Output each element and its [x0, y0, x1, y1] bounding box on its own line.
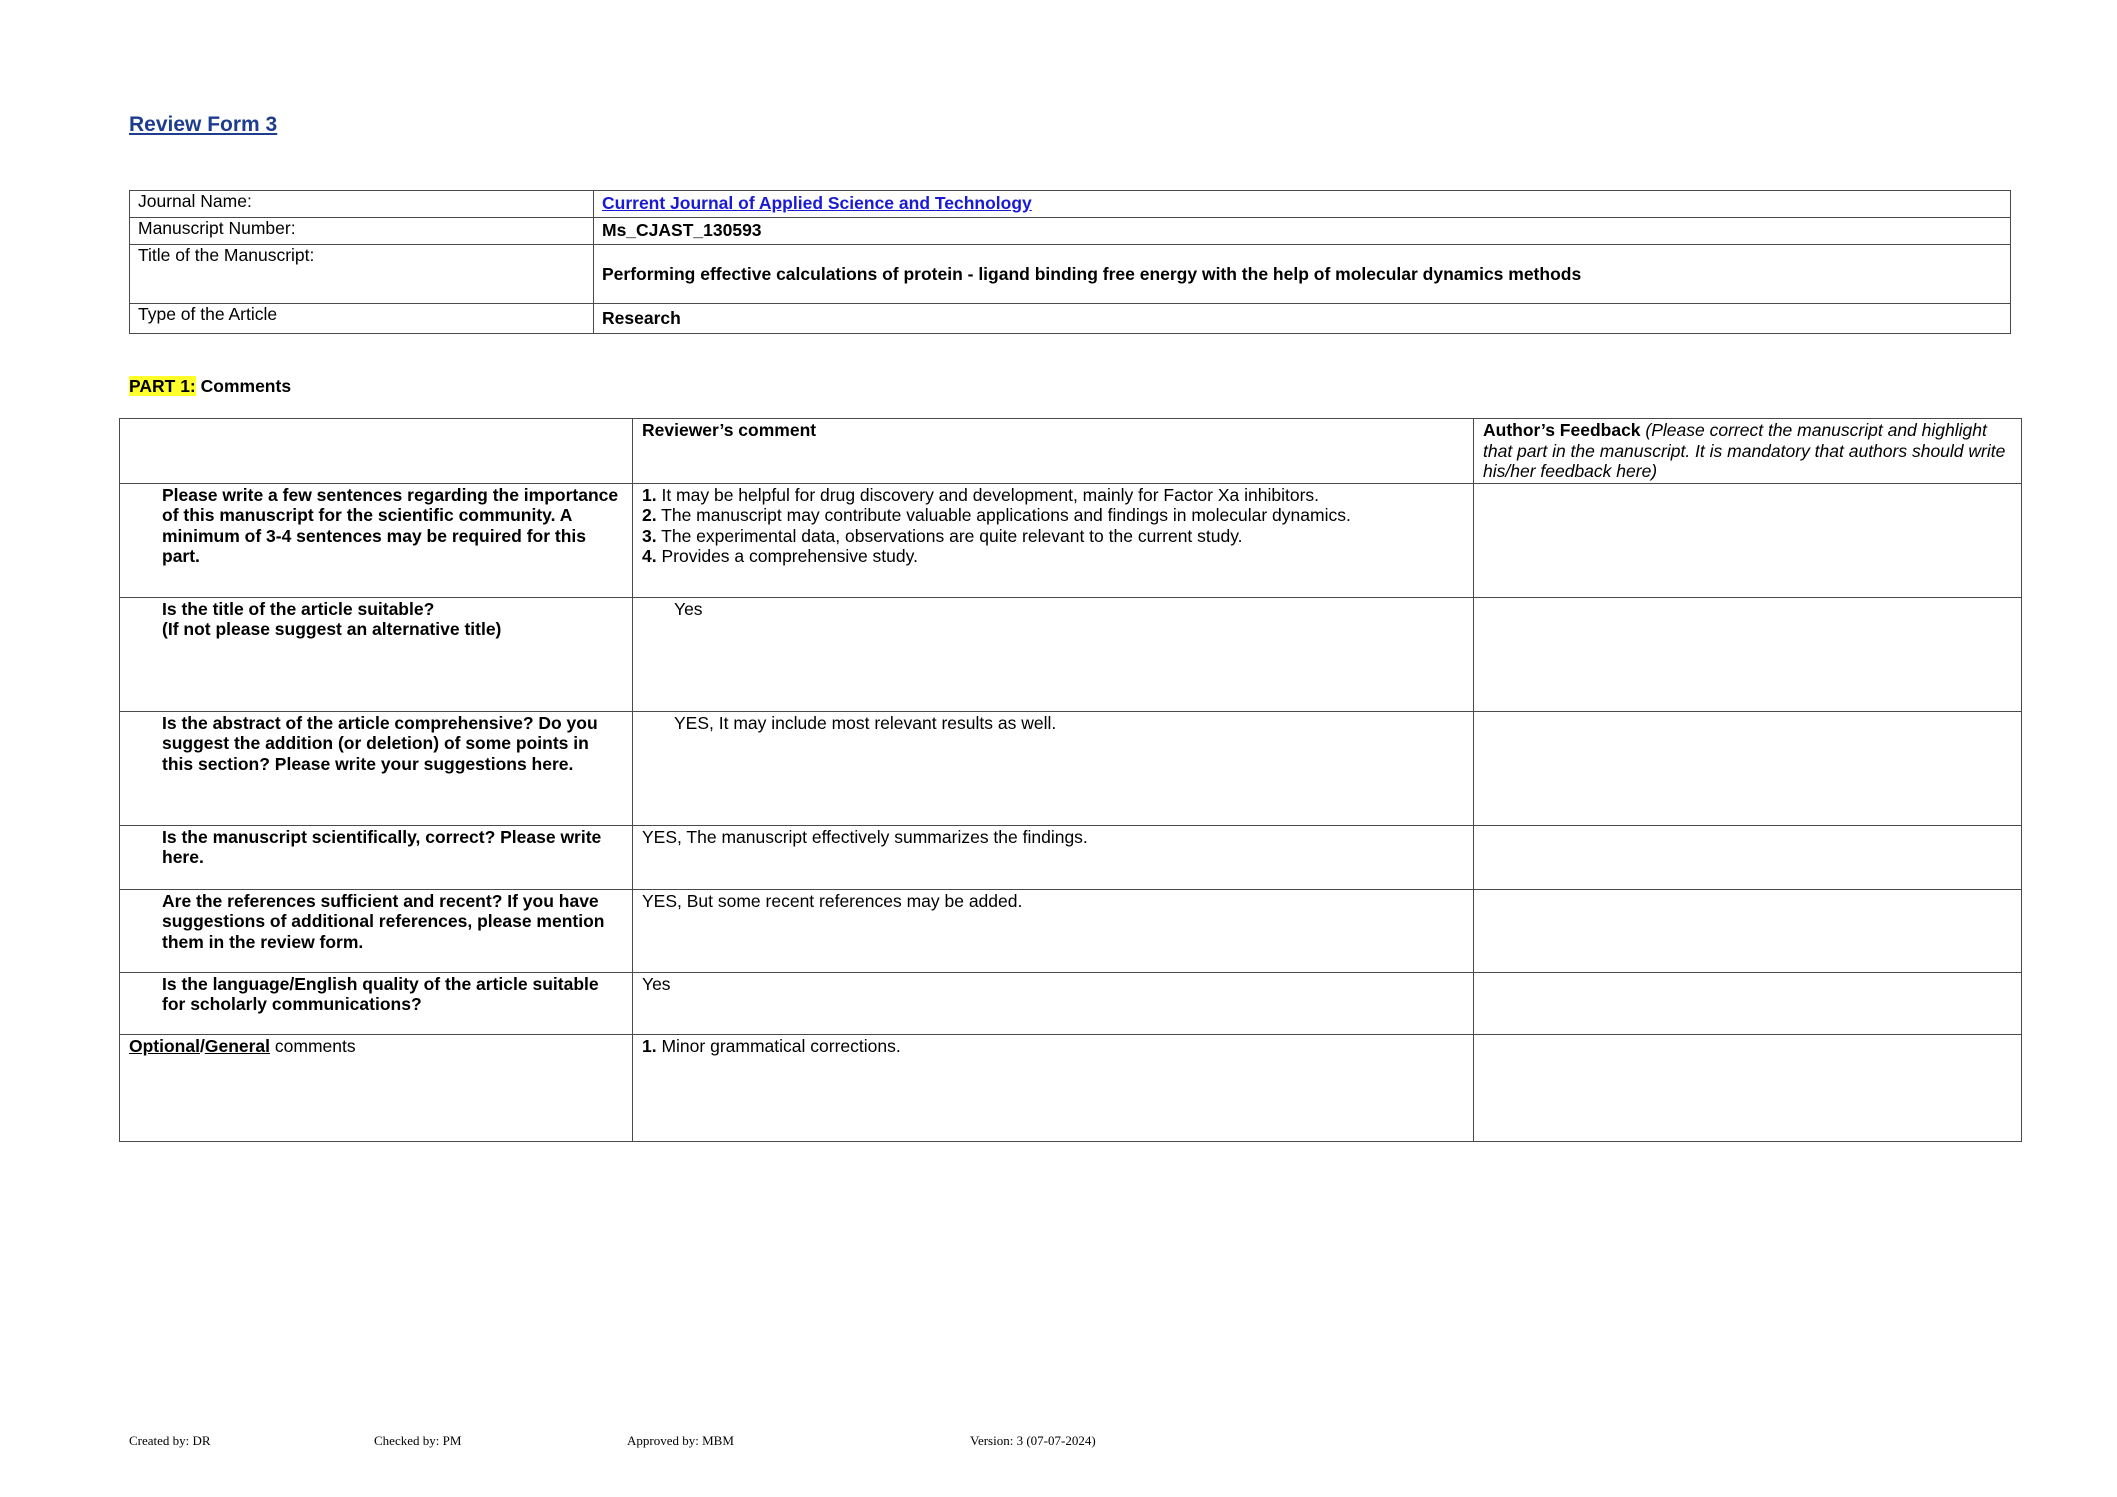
comment-row-optional — [120, 1034, 2022, 1141]
footer-approved: Approved by: MBM — [627, 1433, 734, 1448]
optional-general-label: Optional/General comments — [120, 1034, 633, 1141]
point-4: 4. Provides a comprehensive study. — [642, 546, 918, 566]
question-importance: Please write a few sentences regarding the importance of this manuscript for the scientific community. A minimum of 3-4 sentences may be required for this part. — [120, 483, 633, 597]
journal-row — [130, 191, 2011, 218]
reviewer-comment-optional: 1. Minor grammatical corrections. — [633, 1034, 1474, 1141]
comment-row-scientific — [120, 825, 2022, 889]
footer-checked: Checked by: PM — [374, 1433, 462, 1448]
comment-row-importance — [120, 483, 2022, 597]
header-row — [120, 419, 2022, 484]
question-abstract: Is the abstract of the article comprehensive? Do you suggest the addition (or deletion) of some points in this section? Please write your suggestions here. — [120, 711, 633, 825]
question-title: Is the title of the article suitable? (If not please suggest an alternative title) — [120, 597, 633, 711]
question-references: Are the references sufficient and recent? If you have suggestions of additional references, please mention them in the review form. — [120, 889, 633, 972]
author-feedback-language[interactable] — [1474, 972, 2022, 1034]
comment-row-language — [120, 972, 2022, 1034]
footer-version: Version: 3 (07-07-2024) — [970, 1433, 1096, 1448]
point-2: 2. The manuscript may contribute valuable applications and findings in molecular dynamics. — [642, 505, 1351, 525]
author-feedback-references[interactable] — [1474, 889, 2022, 972]
author-feedback-title-cell[interactable] — [1474, 597, 2022, 711]
manuscript-number-label: Manuscript Number: — [130, 218, 594, 245]
author-feedback-scientific[interactable] — [1474, 825, 2022, 889]
manuscript-number-value: Ms_CJAST_130593 — [594, 218, 2011, 245]
comment-row-title — [120, 597, 2022, 711]
manuscript-title-label: Title of the Manuscript: — [130, 245, 594, 304]
manuscript-title-value: Performing effective calculations of protein - ligand binding free energy with the help of molecular dynamics methods — [594, 245, 2011, 304]
header-author-feedback — [1474, 419, 2022, 484]
author-feedback-optional[interactable] — [1474, 1034, 2022, 1141]
article-type-label: Type of the Article — [130, 304, 594, 334]
point-3: 3. The experimental data, observations are quite relevant to the current study. — [642, 525, 1243, 546]
part1-highlight: PART 1: — [129, 376, 196, 396]
reviewer-comment-references: YES, But some recent references may be added. — [633, 889, 1474, 972]
footer-created: Created by: DR — [129, 1433, 211, 1448]
journal-link[interactable]: Current Journal of Applied Science and Technology — [602, 193, 1032, 213]
question-scientific: Is the manuscript scientifically, correct? Please write here. — [120, 825, 633, 889]
reviewer-comment-importance — [633, 483, 1474, 597]
form-title: Review Form 3 — [129, 113, 278, 136]
manuscript-number-row — [130, 218, 2011, 245]
reviewer-comment-title: Yes — [633, 597, 1474, 711]
header-reviewer-comment: Reviewer’s comment — [633, 419, 1474, 484]
manuscript-info-table — [129, 190, 2011, 334]
reviewer-comment-abstract: YES, It may include most relevant results as well. — [633, 711, 1474, 825]
reviewer-comment-language: Yes — [633, 972, 1474, 1034]
manuscript-title-row — [130, 245, 2011, 304]
author-feedback-abstract[interactable] — [1474, 711, 2022, 825]
question-language: Is the language/English quality of the article suitable for scholarly communications? — [120, 972, 633, 1034]
part1-heading — [129, 376, 291, 397]
header-empty — [120, 419, 633, 484]
author-feedback-importance[interactable] — [1474, 483, 2022, 597]
article-type-value: Research — [594, 304, 2011, 334]
author-feedback-instructions: (Please correct the manuscript and highlight that part in the manuscript. It is mandatory that authors should write his/her feedback here) — [1483, 420, 2006, 481]
part1-rest: Comments — [195, 376, 292, 396]
article-type-row — [130, 304, 2011, 334]
comment-row-abstract — [120, 711, 2022, 825]
point-1: 1. It may be helpful for drug discovery and development, mainly for Factor Xa inhibitors. — [642, 484, 1320, 505]
author-feedback-title: Author’s Feedback — [1483, 420, 1641, 440]
reviewer-comment-scientific: YES, The manuscript effectively summarizes the findings. — [633, 825, 1474, 889]
comments-table — [119, 418, 2022, 1142]
journal-label: Journal Name: — [130, 191, 594, 218]
comment-row-references — [120, 889, 2022, 972]
